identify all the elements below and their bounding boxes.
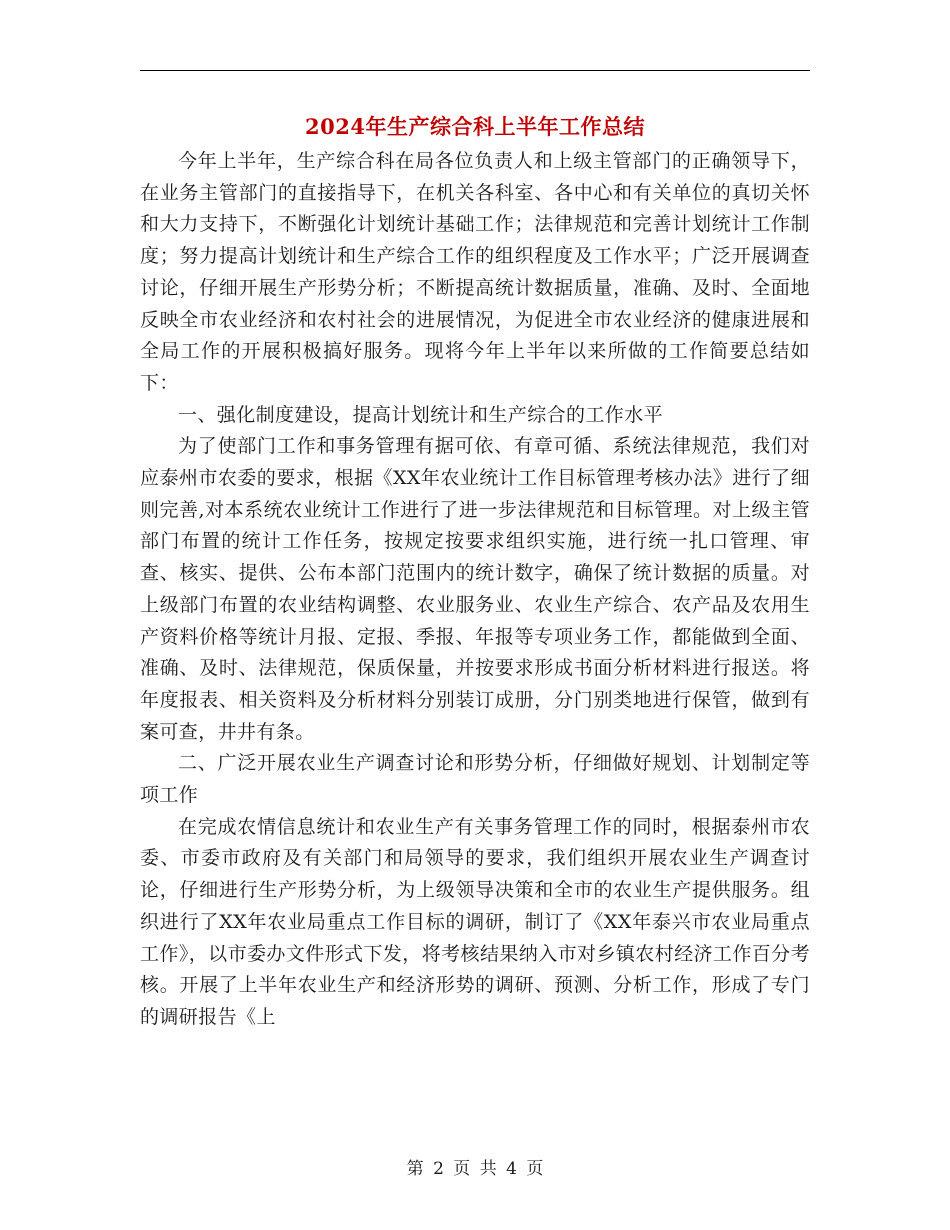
section-heading-2: 二、广泛开展农业生产调查讨论和形势分析，仔细做好规划、计划制定等项工作	[140, 752, 810, 807]
paragraph-intro: 今年上半年，生产综合科在局各位负责人和上级主管部门的正确领导下，在业务主管部门的直接指导下，在机关各科室、各中心和有关单位的真切关怀和大力支持下，不断强化计划统计基础工作；法律规范和完善计划统计工作制度；努力提高计划统计和生产综合工作的组织程度及工作水平；广泛开展调查讨论，仔细开展生产形势分析；不断提高统计数据质量，准确、及时、全面地反映全市农业经济和农村社会的进展情况，为促进全市农业经济的健康进展和全局工作的开展积极搞好服务。现将今年上半年以来所做的工作简要总结如下：	[140, 150, 810, 394]
document-title: 2024年生产综合科上半年工作总结	[305, 114, 645, 139]
paragraph-section-2: 在完成农情信息统计和农业生产有关事务管理工作的同时，根据泰州市农委、市委市政府及有关部门和局领导的要求，我们组织开展农业生产调查讨论，仔细进行生产形势分析，为上级领导决策和全市的农业生产提供服务。组织进行了XX年农业局重点工作目标的调研，制订了《XX年泰兴市农业局重点工作》，以市委办文件形式下发，将考核结果纳入市对乡镇农村经济工作百分考核。开展了上半年农业生产和经济形势的调研、预测、分析工作，形成了专门的调研报告《上	[140, 815, 810, 1028]
document-body	[140, 146, 810, 1034]
section-heading-1: 一、强化制度建设，提高计划统计和生产综合的工作水平	[178, 403, 664, 426]
header-rule	[140, 70, 810, 71]
page-number-footer: 第 2 页 共 4 页	[406, 1159, 544, 1179]
paragraph-section-1: 为了使部门工作和事务管理有据可依、有章可循、系统法律规范，我们对应泰州市农委的要求，根据《XX年农业统计工作目标管理考核办法》进行了细则完善,对本系统农业统计工作进行了进一步法律规范和目标管理。对上级主管部门布置的统计工作任务，按规定按要求组织实施，进行统一扎口管理、审查、核实、提供、公布本部门范围内的统计数字，确保了统计数据的质量。对上级部门布置的农业结构调整、农业服务业、农业生产综合、农产品及农用生产资料价格等统计月报、定报、季报、年报等专项业务工作，都能做到全面、准确、及时、法律规范，保质保量，并按要求形成书面分析材料进行报送。将年度报表、相关资料及分析材料分别装订成册，分门别类地进行保管，做到有案可查，井井有条。	[140, 435, 810, 743]
